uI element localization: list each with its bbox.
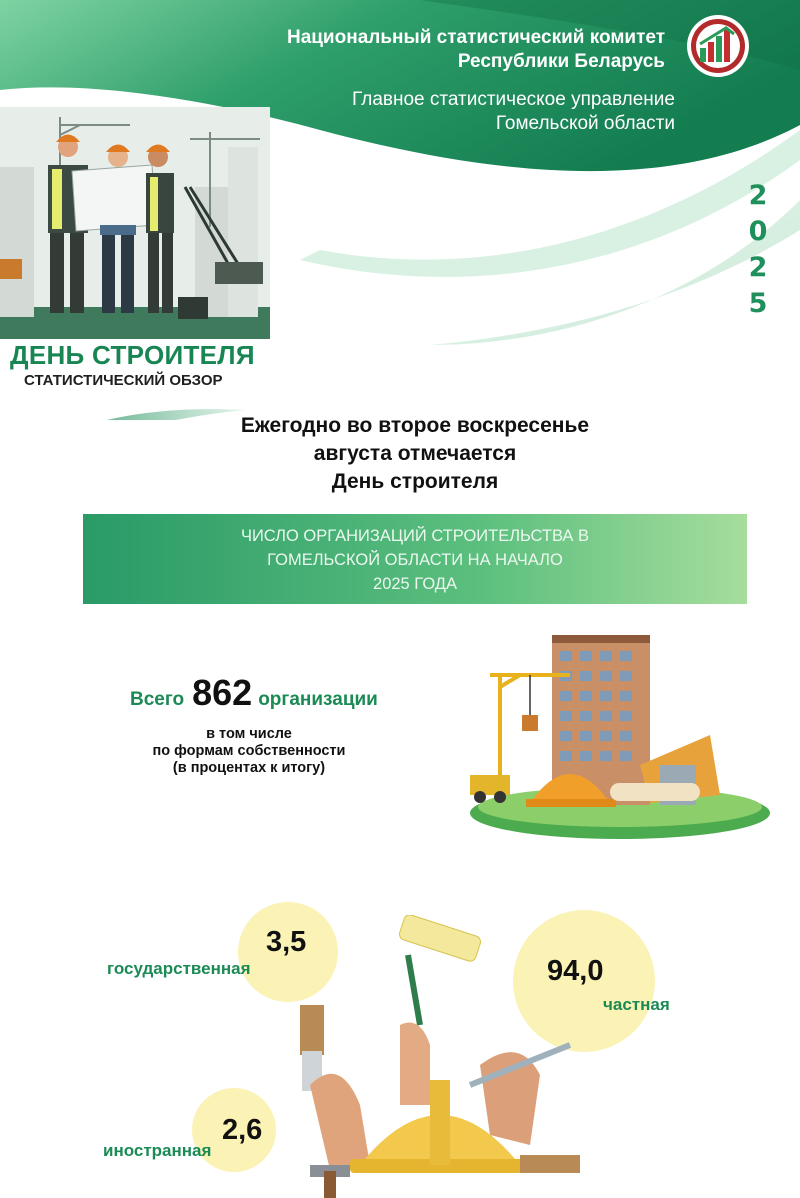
foreign-label: иностранная — [103, 1141, 212, 1160]
tools-hands-illustration — [290, 915, 590, 1198]
year-vertical: 2 0 2 5 — [748, 180, 768, 319]
total-value: 862 — [192, 672, 253, 713]
private-value: 94,0 — [547, 955, 604, 987]
org-name: Национальный статистический комитет Республики Беларусь — [286, 27, 665, 72]
total-label: Всего — [130, 689, 185, 710]
workers-illustration — [0, 107, 270, 339]
section-banner: ЧИСЛО ОРГАНИЗАЦИЙ СТРОИТЕЛЬСТВА В ГОМЕЛЬСКОЙ ОБЛАСТИ НА НАЧАЛО 2025 ГОДА — [83, 514, 747, 604]
private-label: частная — [603, 995, 670, 1014]
construction-site-illustration — [460, 625, 780, 840]
total-note: в том числе по формам собственности (в процентах к итогу) — [152, 726, 346, 776]
page-subtitle: СТАТИСТИЧЕСКИЙ ОБЗОР — [24, 372, 223, 389]
belstat-emblem-icon — [686, 14, 750, 78]
intro-text: Ежегодно во второе воскресенье августа отмечается День строителя — [240, 414, 590, 493]
total-organizations — [130, 672, 378, 714]
state-value: 3,5 — [266, 926, 307, 958]
page-title: ДЕНЬ СТРОИТЕЛЯ — [10, 340, 255, 370]
foreign-value: 2,6 — [222, 1114, 263, 1146]
total-unit: организации — [258, 689, 378, 710]
state-label: государственная — [107, 959, 251, 978]
dept-name: Главное статистическое управление Гомельской области — [352, 89, 675, 134]
